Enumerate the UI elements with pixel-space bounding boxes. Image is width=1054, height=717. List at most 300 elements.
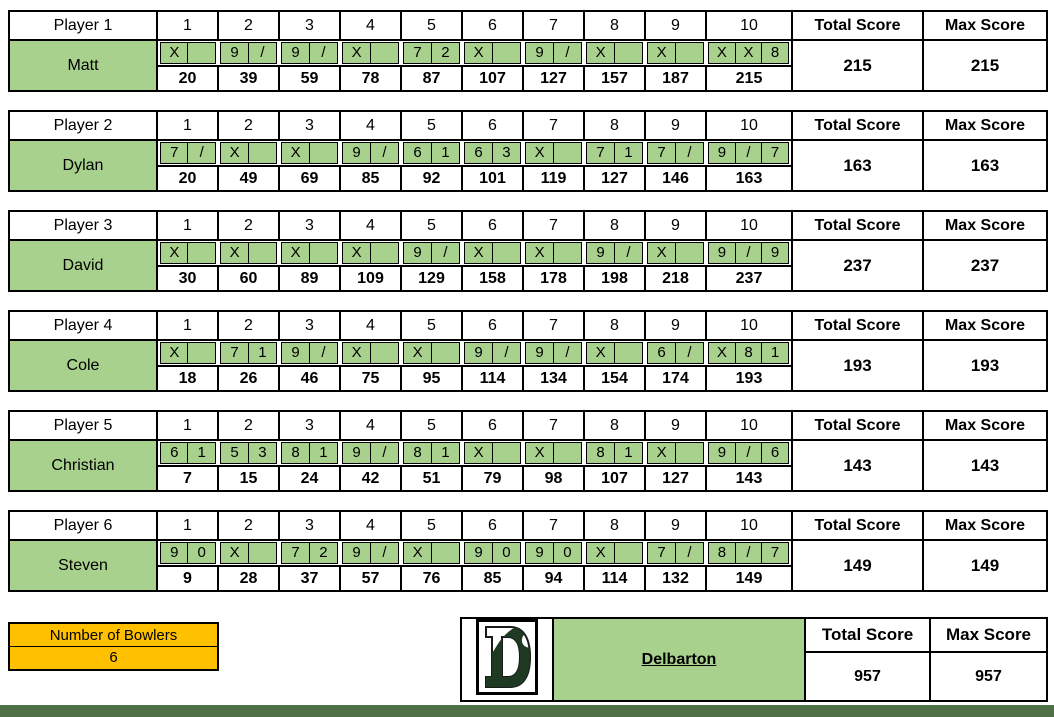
ball-score-cell[interactable]: 9 <box>403 242 432 264</box>
frame-7-pinbox <box>525 42 582 64</box>
frame-1-pinbox <box>160 242 216 264</box>
player-max-score: 149 <box>923 540 1047 591</box>
frame-2-cumulative-score: 39 <box>218 66 279 91</box>
frame-2-pinbox <box>220 442 277 464</box>
ball-score-cell[interactable]: X <box>160 242 189 264</box>
frame-10-pins <box>706 540 792 566</box>
frame-5-header: 5 <box>401 311 462 340</box>
frame-2-pins <box>218 340 279 366</box>
frame-7-pinbox <box>525 442 582 464</box>
ball-score-cell[interactable]: 0 <box>187 542 216 564</box>
ball-score-cell[interactable] <box>309 142 338 164</box>
player-name-cell[interactable]: Dylan <box>9 140 157 191</box>
frame-5-pins <box>401 440 462 466</box>
player-number-label: Player 6 <box>9 511 157 540</box>
frame-6-pinbox <box>464 142 521 164</box>
ball-score-cell[interactable]: 8 <box>281 442 310 464</box>
frame-5-header: 5 <box>401 11 462 40</box>
ball-score-cell[interactable]: 1 <box>431 142 460 164</box>
scorecard-header-row <box>9 511 1047 540</box>
ball-score-cell[interactable]: X <box>342 242 371 264</box>
frame-10-pins <box>706 140 792 166</box>
ball-score-cell[interactable]: 7 <box>647 142 676 164</box>
ball-score-cell[interactable] <box>675 442 704 464</box>
ball-score-cell[interactable]: X <box>403 342 432 364</box>
frame-2-cumulative-score: 60 <box>218 266 279 291</box>
ball-score-cell[interactable] <box>492 442 521 464</box>
ball-score-cell[interactable] <box>675 42 704 64</box>
ball-score-cell[interactable]: 9 <box>525 542 554 564</box>
frame-2-pins <box>218 240 279 266</box>
frame-2-cumulative-score: 26 <box>218 366 279 391</box>
frame-8-pins <box>584 40 645 66</box>
team-max-score-value: 957 <box>930 652 1047 701</box>
ball-score-cell[interactable]: X <box>220 142 249 164</box>
frame-1-cumulative-score: 20 <box>157 166 218 191</box>
ball-scores-row <box>9 440 1047 466</box>
ball-score-cell[interactable]: 7 <box>403 42 432 64</box>
ball-score-cell[interactable]: 9 <box>342 442 371 464</box>
ball-score-cell[interactable] <box>248 542 277 564</box>
frame-8-header: 8 <box>584 511 645 540</box>
ball-score-cell[interactable] <box>187 42 216 64</box>
max-score-header: Max Score <box>923 411 1047 440</box>
frame-8-pins <box>584 240 645 266</box>
team-total-score-header: Total Score <box>805 618 930 652</box>
frame-10-header: 10 <box>706 311 792 340</box>
frame-2-header: 2 <box>218 411 279 440</box>
ball-score-cell[interactable]: 1 <box>309 442 338 464</box>
ball-score-cell[interactable]: / <box>553 342 582 364</box>
player-total-score: 149 <box>792 540 923 591</box>
frame-9-pinbox <box>647 142 704 164</box>
ball-score-cell[interactable]: 7 <box>586 142 615 164</box>
player-max-score: 193 <box>923 340 1047 391</box>
ball-score-cell[interactable]: / <box>735 442 763 464</box>
frame-4-pinbox <box>342 42 399 64</box>
ball-score-cell[interactable]: X <box>281 242 310 264</box>
ball-scores-row <box>9 240 1047 266</box>
frame-1-header: 1 <box>157 111 218 140</box>
ball-score-cell[interactable] <box>248 142 277 164</box>
ball-score-cell[interactable]: X <box>160 342 189 364</box>
frame-4-header: 4 <box>340 311 401 340</box>
ball-score-cell[interactable]: / <box>553 42 582 64</box>
frame-6-pinbox <box>464 342 521 364</box>
ball-score-cell[interactable]: / <box>614 242 643 264</box>
ball-score-cell[interactable]: 1 <box>614 442 643 464</box>
ball-scores-row <box>9 40 1047 66</box>
ball-score-cell[interactable]: / <box>675 142 704 164</box>
ball-score-cell[interactable] <box>614 542 643 564</box>
frame-9-pinbox <box>647 542 704 564</box>
ball-score-cell[interactable] <box>309 242 338 264</box>
ball-score-cell[interactable]: 8 <box>586 442 615 464</box>
frame-3-pins <box>279 140 340 166</box>
ball-score-cell[interactable]: X <box>464 242 493 264</box>
frame-3-pins <box>279 540 340 566</box>
frame-7-header: 7 <box>523 411 584 440</box>
frame-9-header: 9 <box>645 511 706 540</box>
frame-10-pinbox <box>708 42 789 64</box>
frame-7-header: 7 <box>523 211 584 240</box>
ball-score-cell[interactable]: 3 <box>492 142 521 164</box>
ball-score-cell[interactable]: X <box>342 342 371 364</box>
ball-score-cell[interactable]: X <box>220 542 249 564</box>
ball-score-cell[interactable]: 6 <box>647 342 676 364</box>
delbarton-d-logo <box>476 619 538 695</box>
frame-9-pins <box>645 340 706 366</box>
frame-5-header: 5 <box>401 411 462 440</box>
ball-score-cell[interactable]: / <box>735 542 763 564</box>
ball-score-cell[interactable]: 7 <box>761 142 789 164</box>
frame-9-header: 9 <box>645 111 706 140</box>
frame-4-header: 4 <box>340 111 401 140</box>
ball-score-cell[interactable]: / <box>675 342 704 364</box>
frame-3-cumulative-score: 24 <box>279 466 340 491</box>
ball-score-cell[interactable]: 6 <box>160 442 189 464</box>
ball-score-cell[interactable]: 9 <box>525 42 554 64</box>
frame-9-pinbox <box>647 342 704 364</box>
frame-10-pinbox <box>708 542 789 564</box>
frame-10-pinbox <box>708 242 789 264</box>
ball-score-cell[interactable]: 9 <box>281 42 310 64</box>
number-of-bowlers-value[interactable]: 6 <box>109 649 118 666</box>
ball-score-cell[interactable]: 1 <box>248 342 277 364</box>
player-name-cell[interactable]: Cole <box>9 340 157 391</box>
frame-1-cumulative-score: 20 <box>157 66 218 91</box>
ball-score-cell[interactable]: X <box>342 42 371 64</box>
ball-score-cell[interactable]: 1 <box>761 342 789 364</box>
ball-score-cell[interactable]: / <box>735 242 763 264</box>
frame-4-pins <box>340 540 401 566</box>
frame-9-pinbox <box>647 442 704 464</box>
total-score-header: Total Score <box>792 11 923 40</box>
ball-score-cell[interactable]: 0 <box>492 542 521 564</box>
player-scorecard <box>8 510 1048 592</box>
frame-5-cumulative-score: 129 <box>401 266 462 291</box>
frame-8-header: 8 <box>584 111 645 140</box>
ball-score-cell[interactable]: 6 <box>464 142 493 164</box>
frame-2-header: 2 <box>218 311 279 340</box>
frame-5-pinbox <box>403 342 460 364</box>
ball-score-cell[interactable]: X <box>708 342 736 364</box>
frame-4-header: 4 <box>340 11 401 40</box>
ball-score-cell[interactable]: / <box>675 542 704 564</box>
player-name-cell[interactable]: Matt <box>9 40 157 91</box>
frame-4-pinbox <box>342 342 399 364</box>
frame-7-header: 7 <box>523 11 584 40</box>
total-score-header: Total Score <box>792 111 923 140</box>
frame-3-header: 3 <box>279 411 340 440</box>
frame-10-pins <box>706 240 792 266</box>
frame-10-pins <box>706 340 792 366</box>
frame-4-cumulative-score: 85 <box>340 166 401 191</box>
ball-score-cell[interactable]: 5 <box>220 442 249 464</box>
ball-score-cell[interactable]: 9 <box>708 242 736 264</box>
player-name-cell[interactable]: David <box>9 240 157 291</box>
ball-score-cell[interactable]: 9 <box>761 242 789 264</box>
ball-score-cell[interactable] <box>675 242 704 264</box>
frame-5-cumulative-score: 87 <box>401 66 462 91</box>
ball-score-cell[interactable]: 9 <box>464 342 493 364</box>
frame-4-pins <box>340 440 401 466</box>
frame-2-pins <box>218 440 279 466</box>
frame-4-pinbox <box>342 142 399 164</box>
scorecard-header-row <box>9 11 1047 40</box>
player-max-score: 215 <box>923 40 1047 91</box>
frame-7-cumulative-score: 94 <box>523 566 584 591</box>
ball-score-cell[interactable]: / <box>187 142 216 164</box>
ball-score-cell[interactable]: X <box>647 242 676 264</box>
ball-score-cell[interactable]: 1 <box>187 442 216 464</box>
ball-score-cell[interactable] <box>370 342 399 364</box>
team-total-score-value: 957 <box>805 652 930 701</box>
frame-6-header: 6 <box>462 11 523 40</box>
ball-score-cell[interactable]: X <box>281 142 310 164</box>
number-of-bowlers-box <box>8 622 219 671</box>
player-total-score: 143 <box>792 440 923 491</box>
player-name-cell[interactable]: Steven <box>9 540 157 591</box>
frame-7-cumulative-score: 134 <box>523 366 584 391</box>
frame-2-header: 2 <box>218 111 279 140</box>
ball-score-cell[interactable]: 6 <box>761 442 789 464</box>
ball-score-cell[interactable]: X <box>220 242 249 264</box>
team-name-cell <box>553 618 805 701</box>
frame-1-cumulative-score: 30 <box>157 266 218 291</box>
max-score-header: Max Score <box>923 511 1047 540</box>
frame-5-header: 5 <box>401 111 462 140</box>
ball-score-cell[interactable]: X <box>735 42 763 64</box>
frame-1-cumulative-score: 9 <box>157 566 218 591</box>
ball-score-cell[interactable]: / <box>431 242 460 264</box>
ball-score-cell[interactable]: 7 <box>160 142 189 164</box>
ball-score-cell[interactable]: 2 <box>309 542 338 564</box>
ball-score-cell[interactable]: / <box>370 142 399 164</box>
ball-score-cell[interactable]: X <box>464 42 493 64</box>
ball-score-cell[interactable]: X <box>647 442 676 464</box>
ball-score-cell[interactable]: / <box>370 442 399 464</box>
frame-1-pins <box>157 40 218 66</box>
ball-score-cell[interactable]: 9 <box>464 542 493 564</box>
ball-score-cell[interactable] <box>553 142 582 164</box>
ball-score-cell[interactable]: 9 <box>708 142 736 164</box>
frame-4-pinbox <box>342 242 399 264</box>
frame-7-cumulative-score: 178 <box>523 266 584 291</box>
ball-score-cell[interactable]: X <box>160 42 189 64</box>
ball-score-cell[interactable]: X <box>647 42 676 64</box>
frame-3-cumulative-score: 37 <box>279 566 340 591</box>
ball-score-cell[interactable] <box>614 342 643 364</box>
ball-score-cell[interactable]: 7 <box>281 542 310 564</box>
ball-score-cell[interactable]: 0 <box>553 542 582 564</box>
player-total-score: 163 <box>792 140 923 191</box>
frame-4-pins <box>340 340 401 366</box>
frame-3-pins <box>279 440 340 466</box>
ball-score-cell[interactable]: 7 <box>761 542 789 564</box>
frame-6-pinbox <box>464 442 521 464</box>
ball-score-cell[interactable]: X <box>525 442 554 464</box>
frame-7-header: 7 <box>523 511 584 540</box>
ball-score-cell[interactable]: X <box>464 442 493 464</box>
ball-score-cell[interactable]: X <box>403 542 432 564</box>
frame-6-header: 6 <box>462 211 523 240</box>
ball-score-cell[interactable]: X <box>525 142 554 164</box>
ball-score-cell[interactable]: / <box>492 342 521 364</box>
ball-score-cell[interactable]: 9 <box>586 242 615 264</box>
frame-8-pinbox <box>586 342 643 364</box>
ball-score-cell[interactable]: 1 <box>431 442 460 464</box>
frame-3-header: 3 <box>279 311 340 340</box>
ball-scores-row <box>9 140 1047 166</box>
ball-score-cell[interactable]: / <box>309 42 338 64</box>
frame-1-cumulative-score: 7 <box>157 466 218 491</box>
ball-score-cell[interactable]: 2 <box>431 42 460 64</box>
ball-score-cell[interactable]: 8 <box>735 342 763 364</box>
ball-score-cell[interactable]: 6 <box>403 142 432 164</box>
frame-1-pinbox <box>160 442 216 464</box>
frame-1-pins <box>157 540 218 566</box>
frame-5-pinbox <box>403 442 460 464</box>
frame-6-pins <box>462 440 523 466</box>
frame-9-cumulative-score: 174 <box>645 366 706 391</box>
frame-9-cumulative-score: 187 <box>645 66 706 91</box>
frame-3-pinbox <box>281 542 338 564</box>
frame-4-pins <box>340 240 401 266</box>
frame-8-cumulative-score: 198 <box>584 266 645 291</box>
ball-score-cell[interactable]: 8 <box>761 42 789 64</box>
frame-7-cumulative-score: 119 <box>523 166 584 191</box>
ball-score-cell[interactable]: 7 <box>220 342 249 364</box>
team-table-header-row <box>461 618 1047 652</box>
frame-9-pins <box>645 540 706 566</box>
ball-score-cell[interactable]: 9 <box>342 542 371 564</box>
player-number-label: Player 3 <box>9 211 157 240</box>
frame-3-pins <box>279 40 340 66</box>
frame-2-pinbox <box>220 42 277 64</box>
frame-6-cumulative-score: 85 <box>462 566 523 591</box>
frame-8-pinbox <box>586 242 643 264</box>
ball-score-cell[interactable]: 8 <box>708 542 736 564</box>
frame-3-pinbox <box>281 442 338 464</box>
ball-score-cell[interactable]: X <box>586 42 615 64</box>
frame-7-header: 7 <box>523 311 584 340</box>
ball-score-cell[interactable]: / <box>248 42 277 64</box>
frame-10-pinbox <box>708 342 789 364</box>
player-scorecard <box>8 10 1048 92</box>
frame-1-header: 1 <box>157 11 218 40</box>
ball-score-cell[interactable] <box>187 242 216 264</box>
frame-9-cumulative-score: 132 <box>645 566 706 591</box>
player-scorecard <box>8 410 1048 492</box>
ball-score-cell[interactable]: 9 <box>220 42 249 64</box>
total-score-header: Total Score <box>792 211 923 240</box>
ball-score-cell[interactable]: 9 <box>160 542 189 564</box>
ball-score-cell[interactable] <box>431 342 460 364</box>
frame-8-pins <box>584 340 645 366</box>
ball-score-cell[interactable] <box>431 542 460 564</box>
frame-6-cumulative-score: 79 <box>462 466 523 491</box>
ball-score-cell[interactable] <box>553 242 582 264</box>
ball-score-cell[interactable]: 3 <box>248 442 277 464</box>
ball-score-cell[interactable]: / <box>370 542 399 564</box>
max-score-header: Max Score <box>923 311 1047 340</box>
frame-1-pinbox <box>160 542 216 564</box>
frame-7-pins <box>523 140 584 166</box>
frame-10-header: 10 <box>706 511 792 540</box>
ball-score-cell[interactable]: X <box>708 42 736 64</box>
frame-3-cumulative-score: 69 <box>279 166 340 191</box>
frame-6-cumulative-score: 114 <box>462 366 523 391</box>
frame-3-cumulative-score: 59 <box>279 66 340 91</box>
ball-score-cell[interactable] <box>553 442 582 464</box>
player-number-label: Player 1 <box>9 11 157 40</box>
max-score-header: Max Score <box>923 111 1047 140</box>
frame-5-cumulative-score: 76 <box>401 566 462 591</box>
ball-score-cell[interactable]: 9 <box>525 342 554 364</box>
frame-1-header: 1 <box>157 411 218 440</box>
frame-5-pins <box>401 540 462 566</box>
frame-3-pins <box>279 240 340 266</box>
ball-score-cell[interactable] <box>492 242 521 264</box>
frame-7-pinbox <box>525 242 582 264</box>
frame-2-pinbox <box>220 342 277 364</box>
frame-5-pins <box>401 240 462 266</box>
ball-score-cell[interactable] <box>370 242 399 264</box>
ball-score-cell[interactable]: 7 <box>647 542 676 564</box>
player-name-cell[interactable]: Christian <box>9 440 157 491</box>
frame-6-header: 6 <box>462 311 523 340</box>
ball-score-cell[interactable]: 9 <box>281 342 310 364</box>
ball-score-cell[interactable]: 1 <box>614 142 643 164</box>
frame-1-pinbox <box>160 42 216 64</box>
frame-3-cumulative-score: 46 <box>279 366 340 391</box>
ball-score-cell[interactable]: / <box>735 142 763 164</box>
frame-7-pins <box>523 340 584 366</box>
ball-score-cell[interactable]: X <box>586 342 615 364</box>
ball-score-cell[interactable] <box>370 42 399 64</box>
frame-3-pinbox <box>281 142 338 164</box>
ball-score-cell[interactable]: 9 <box>708 442 736 464</box>
frame-8-cumulative-score: 107 <box>584 466 645 491</box>
ball-score-cell[interactable]: X <box>525 242 554 264</box>
frame-6-header: 6 <box>462 111 523 140</box>
ball-score-cell[interactable] <box>614 42 643 64</box>
team-total-table <box>460 617 1048 702</box>
frame-6-pins <box>462 140 523 166</box>
ball-score-cell[interactable]: X <box>586 542 615 564</box>
ball-score-cell[interactable]: / <box>309 342 338 364</box>
team-logo-cell <box>461 618 553 701</box>
frame-5-cumulative-score: 92 <box>401 166 462 191</box>
ball-score-cell[interactable] <box>492 42 521 64</box>
ball-score-cell[interactable]: 9 <box>342 142 371 164</box>
frame-1-pinbox <box>160 342 216 364</box>
player-scorecard <box>8 210 1048 292</box>
frame-8-pinbox <box>586 542 643 564</box>
frame-10-cumulative-score: 149 <box>706 566 792 591</box>
frame-5-pins <box>401 40 462 66</box>
scorecard-header-row <box>9 411 1047 440</box>
frame-4-cumulative-score: 109 <box>340 266 401 291</box>
frame-5-header: 5 <box>401 211 462 240</box>
frame-1-pins <box>157 240 218 266</box>
ball-score-cell[interactable] <box>248 242 277 264</box>
frame-4-pinbox <box>342 442 399 464</box>
ball-score-cell[interactable] <box>187 342 216 364</box>
frame-1-header: 1 <box>157 211 218 240</box>
ball-score-cell[interactable]: 8 <box>403 442 432 464</box>
